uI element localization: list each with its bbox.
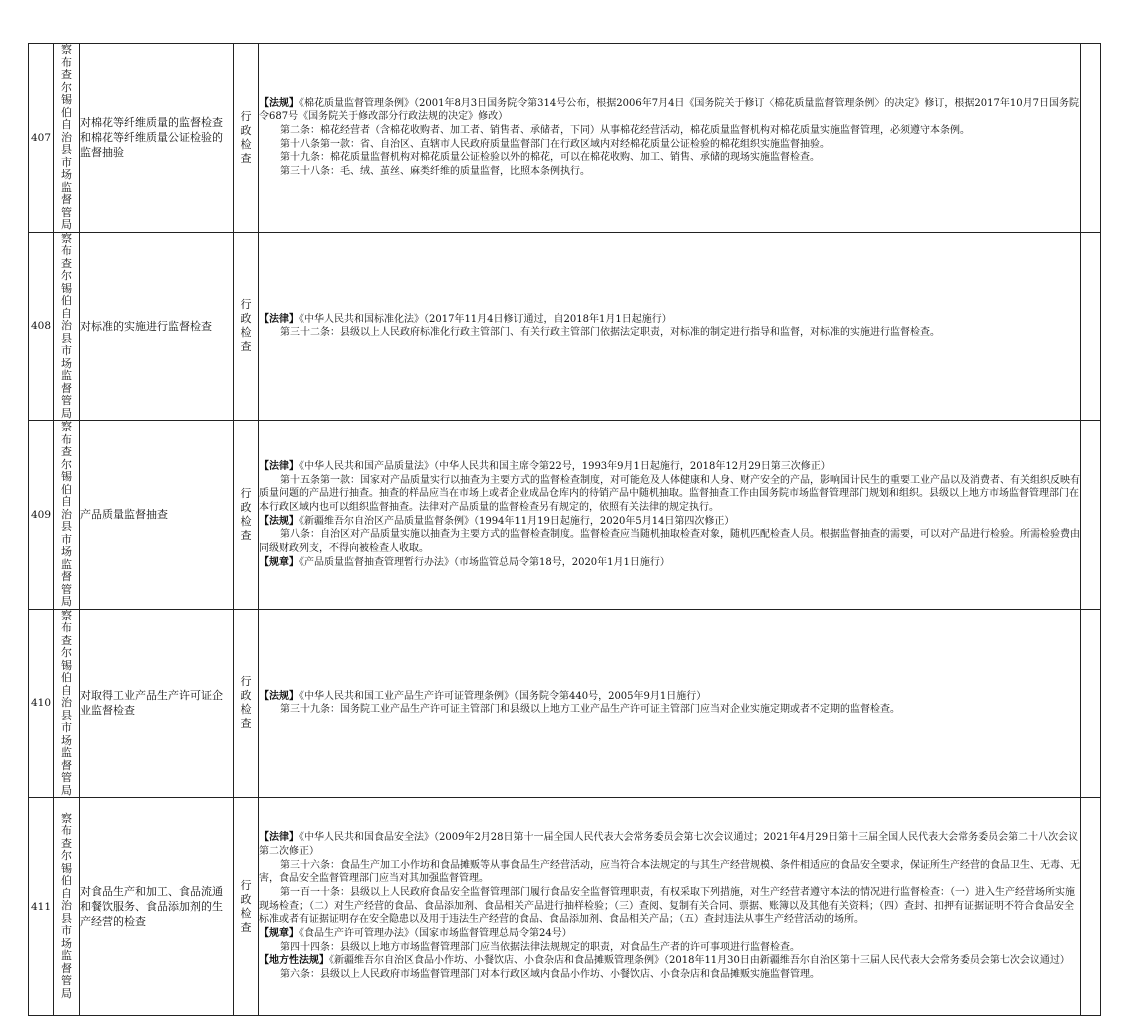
inspection-item: 对标准的实施进行监督检查 (80, 232, 234, 421)
basis-tag: 【规章】 (259, 928, 299, 940)
basis-paragraph (259, 690, 1080, 704)
type-char: 行 (240, 878, 252, 892)
authority-type (234, 232, 259, 421)
inspection-item: 产品质量监督抽查 (80, 421, 234, 610)
agency-char: 查 (61, 256, 72, 270)
agency-char: 尔 (61, 80, 72, 94)
type-char: 查 (240, 340, 252, 354)
table-row (29, 44, 1101, 233)
basis-paragraph (259, 528, 1080, 555)
basis-paragraph (259, 151, 1080, 165)
agency-char: 自 (61, 886, 72, 900)
legal-basis (259, 421, 1081, 610)
agency-char: 监 (61, 557, 72, 571)
type-char: 查 (240, 920, 252, 934)
basis-paragraph (259, 927, 1080, 941)
agency-char: 锡 (61, 281, 72, 295)
agency-char: 场 (61, 356, 72, 370)
basis-tag: 【法律】 (259, 313, 299, 325)
type-char: 行 (240, 109, 252, 123)
type-char: 行 (240, 486, 252, 500)
agency-char: 场 (61, 733, 72, 747)
authority-type (234, 609, 259, 798)
agency-char: 自 (61, 683, 72, 697)
type-char: 检 (240, 514, 252, 528)
agency-char: 县 (61, 911, 72, 925)
agency-char: 布 (61, 55, 72, 69)
authority-type (234, 44, 259, 233)
agency-char: 治 (61, 899, 72, 913)
agency-char: 管 (61, 771, 72, 784)
agency-char: 察 (61, 231, 72, 245)
agency-char: 管 (61, 582, 72, 596)
table-row (29, 232, 1101, 421)
basis-text: 《产品质量监督抽查管理暂行办法》（市场监管总局令第18号，2020年1月1日施行） (299, 556, 670, 568)
basis-paragraph (259, 165, 1080, 179)
implementing-agency (54, 232, 80, 421)
type-char: 政 (240, 123, 252, 137)
basis-paragraph (259, 97, 1080, 124)
basis-tag: 【法规】 (259, 690, 299, 702)
basis-tag: 【法律】 (259, 832, 299, 844)
agency-char: 县 (61, 331, 72, 345)
basis-text: 《新疆维吾尔自治区产品质量监督条例》（1994年11月19日起施行，2020年5月14日第四次修正） (299, 515, 735, 527)
basis-paragraph (259, 886, 1080, 927)
agency-char: 局 (61, 218, 72, 231)
agency-char: 监 (61, 180, 72, 194)
agency-char: 查 (61, 68, 72, 81)
implementing-agency (54, 421, 80, 610)
agency-char: 察 (61, 608, 72, 622)
basis-paragraph (259, 831, 1080, 858)
type-char: 政 (240, 500, 252, 514)
type-char: 查 (240, 528, 252, 542)
type-char: 检 (240, 906, 252, 920)
agency-char: 治 (61, 507, 72, 521)
basis-tag: 【法律】 (259, 460, 299, 472)
agency-char: 伯 (61, 482, 72, 496)
legal-basis (259, 609, 1081, 798)
basis-paragraph (259, 941, 1080, 955)
table-row (29, 798, 1101, 1016)
agency-char: 监 (61, 369, 72, 382)
agency-char: 尔 (61, 269, 72, 282)
agency-char: 尔 (61, 457, 72, 471)
basis-paragraph (259, 954, 1080, 968)
basis-paragraph (259, 313, 1080, 327)
agency-char: 市 (61, 155, 72, 169)
basis-text: 《中华人民共和国标准化法》（2017年11月4日修订通过，自2018年1月1日起施行） (299, 313, 672, 325)
type-char: 行 (240, 675, 252, 689)
agency-char: 管 (61, 394, 72, 407)
basis-text: 第十八条第一款：省、自治区、直辖市人民政府质量监督部门在行政区域内对经棉花质量公证检验的棉花组织实施监督抽验。 (280, 138, 830, 150)
agency-char: 监 (61, 746, 72, 759)
agency-char: 锡 (61, 470, 72, 483)
basis-text: 第一百一十条：县级以上人民政府食品安全监督管理部门履行食品安全监督管理职责，有权采取下列措施，对生产经营者遵守本法的情况进行监督检查：（一）进入生产经营场所实施现场检查；（二）对生产经营的食品、食品添加剂、食品相关产品进行抽样检验；（三）查阅、复制有关合同、票据、账簿以及其他有关资料；（四）查封、扣押有证据证明不符合食品安全标准或者有证据证明存在安全隐患以及用于违法生产经营的食品、食品添加剂、食品相关产品；（五）查封违法从事生产经营活动的场所。 (259, 886, 1075, 926)
row-number: 408 (29, 232, 54, 421)
basis-text: 第四十四条：县级以上地方市场监督管理部门应当依据法律法规规定的职责，对食品生产者的许可事项进行监督检查。 (280, 941, 800, 953)
authority-type (234, 421, 259, 610)
authority-type (234, 798, 259, 1016)
agency-char: 察 (61, 420, 72, 433)
remarks-cell (1081, 44, 1101, 233)
basis-text: 第三十二条：县级以上人民政府标准化行政主管部门、有关行政主管部门依据法定职责，对标准的制定进行指导和监督，对标准的实施进行监督检查。 (280, 327, 940, 339)
table-row (29, 421, 1101, 610)
agency-char: 场 (61, 545, 72, 558)
basis-text: 第十九条：棉花质量监督机构对棉花质量公证检验以外的棉花，可以在棉花收购、加工、销售、承储的现场实施监督检查。 (280, 152, 820, 164)
type-char: 检 (240, 326, 252, 340)
type-char: 行 (240, 298, 252, 312)
basis-text: 《新疆维吾尔自治区食品小作坊、小餐饮店、小食杂店和食品摊贩管理条例》（2018年11月30日由新疆维吾尔自治区第十三届人民代表大会常务委员会第七次会议通过） (329, 955, 1070, 967)
basis-paragraph (259, 515, 1080, 529)
agency-char: 场 (61, 936, 72, 950)
agency-char: 场 (61, 168, 72, 181)
remarks-cell (1081, 609, 1101, 798)
agency-char: 局 (61, 406, 72, 420)
inspection-item: 对取得工业产品生产许可证企业监督检查 (80, 609, 234, 798)
agency-char: 伯 (61, 874, 72, 888)
agency-char: 市 (61, 344, 72, 357)
basis-text: 《中华人民共和国食品安全法》（2009年2月28日第十一届全国人民代表大会常务委员会第七次会议通过；2021年4月29日第十三届全国人民代表大会常务委员会第二十八次会议第二次修正） (259, 832, 1079, 857)
agency-char: 布 (61, 824, 72, 838)
agency-char: 局 (61, 595, 72, 608)
agency-char: 市 (61, 924, 72, 938)
legal-basis (259, 44, 1081, 233)
basis-text: 第二条：棉花经营者（含棉花收购者、加工者、销售者、承储者，下同）从事棉花经营活动，棉花质量监督机构对棉花质量实施监督管理，必须遵守本条例。 (280, 125, 970, 137)
agency-char: 察 (61, 43, 72, 56)
row-number: 411 (29, 798, 54, 1016)
agency-char: 自 (61, 118, 72, 131)
agency-char: 市 (61, 721, 72, 734)
basis-text: 第三十六条：食品生产加工小作坊和食品摊贩等从事食品生产经营活动，应当符合本法规定的与其生产经营规模、条件相适应的食品安全要求，保证所生产经营的食品卫生、无毒、无害，食品安全监督管理部门应当对其加强监督管理。 (259, 859, 1080, 885)
remarks-cell (1081, 232, 1101, 421)
agency-char: 察 (61, 811, 72, 825)
remarks-cell (1081, 421, 1101, 610)
type-char: 查 (240, 151, 252, 165)
type-char: 查 (240, 717, 252, 731)
legal-basis (259, 232, 1081, 421)
agency-char: 自 (61, 495, 72, 508)
type-char: 政 (240, 312, 252, 326)
agency-char: 治 (61, 130, 72, 144)
inspection-item: 对食品生产和加工、食品流通和餐饮服务、食品添加剂的生产经营的检查 (80, 798, 234, 1016)
agency-char: 自 (61, 306, 72, 320)
basis-text: 第十五条第一款：国家对产品质量实行以抽查为主要方式的监督检查制度，对可能危及人体健康和人身、财产安全的产品，影响国计民生的重要工业产品以及消费者、有关组织反映有质量问题的产品进行抽查。抽查的样品应当在市场上或者企业成品仓库内的待销产品中随机抽取。监督抽查工作由国务院市场监督管理部门规划和组织。县级以上地方市场监督管理部门在本行政区域内也可以组织监督抽查。法律对产品质量的监督检查另有规定的，依照有关法律的规定执行。 (259, 474, 1080, 514)
basis-tag: 【法规】 (259, 515, 299, 527)
agency-char: 县 (61, 520, 72, 533)
remarks-cell (1081, 798, 1101, 1016)
agency-char: 查 (61, 445, 72, 458)
agency-char: 布 (61, 432, 72, 446)
agency-char: 伯 (61, 105, 72, 119)
agency-char: 督 (61, 961, 72, 975)
basis-paragraph (259, 968, 1080, 982)
agency-char: 管 (61, 974, 72, 988)
agency-char: 治 (61, 696, 72, 709)
implementing-agency (54, 609, 80, 798)
row-number: 407 (29, 44, 54, 233)
type-char: 政 (240, 892, 252, 906)
basis-paragraph (259, 859, 1080, 886)
agency-char: 市 (61, 532, 72, 546)
agency-char: 监 (61, 949, 72, 963)
agency-char: 查 (61, 633, 72, 647)
agency-char: 查 (61, 836, 72, 850)
inspection-table (28, 43, 1101, 1016)
agency-char: 伯 (61, 671, 72, 684)
basis-text: 第八条：自治区对产品质量实施以抽查为主要方式的监督检查制度。监督检查应当随机抽取检查对象，随机匹配检查人员。根据监督抽查的需要，可以对产品进行检验。所需检验费由同级财政列支，不得向被检查人收取。 (259, 529, 1080, 555)
agency-char: 治 (61, 319, 72, 332)
row-number: 409 (29, 421, 54, 610)
agency-char: 布 (61, 621, 72, 634)
basis-tag: 【法规】 (259, 97, 299, 109)
inspection-item: 对棉花等纤维质量的监督检查和棉花等纤维质量公证检验的监督抽验 (80, 44, 234, 233)
agency-char: 锡 (61, 93, 72, 106)
agency-char: 尔 (61, 849, 72, 863)
basis-text: 《食品生产许可管理办法》（国家市场监督管理总局令第24号） (299, 928, 572, 940)
agency-char: 县 (61, 708, 72, 722)
agency-char: 局 (61, 986, 72, 1000)
basis-tag: 【地方性法规】 (259, 955, 329, 967)
agency-char: 尔 (61, 646, 72, 659)
agency-char: 局 (61, 783, 72, 797)
basis-paragraph (259, 460, 1080, 474)
basis-text: 第三十九条：国务院工业产品生产许可证主管部门和县级以上地方工业产品生产许可证主管部门应当对企业实施定期或者不定期的监督检查。 (280, 704, 900, 716)
basis-paragraph (259, 556, 1080, 570)
implementing-agency (54, 44, 80, 233)
table-row (29, 609, 1101, 798)
type-char: 检 (240, 703, 252, 717)
agency-char: 督 (61, 381, 72, 395)
type-char: 政 (240, 689, 252, 703)
agency-char: 伯 (61, 294, 72, 307)
agency-char: 督 (61, 758, 72, 772)
basis-paragraph (259, 124, 1080, 138)
basis-paragraph (259, 326, 1080, 340)
basis-paragraph (259, 138, 1080, 152)
agency-char: 锡 (61, 861, 72, 875)
basis-paragraph (259, 703, 1080, 717)
row-number: 410 (29, 609, 54, 798)
basis-text: 第三十八条：毛、绒、茧丝、麻类纤维的质量监督，比照本条例执行。 (280, 166, 590, 178)
basis-text: 《棉花质量监督管理条例》（2001年8月3日国务院令第314号公布，根据2006年7月4日《国务院关于修订〈棉花质量监督管理条例〉的决定》修订，根据2017年10月7日国务院令687号《国务院关于修改部分行政法规的决定》修改） (259, 97, 1079, 123)
agency-char: 督 (61, 193, 72, 206)
basis-paragraph (259, 474, 1080, 515)
basis-text: 《中华人民共和国产品质量法》（中华人民共和国主席令第22号，1993年9月1日起施行，2018年12月29日第三次修正） (299, 460, 831, 472)
table-body (29, 44, 1101, 1016)
implementing-agency (54, 798, 80, 1016)
basis-tag: 【规章】 (259, 556, 299, 568)
agency-char: 督 (61, 570, 72, 583)
basis-text: 《中华人民共和国工业产品生产许可证管理条例》（国务院令第440号，2005年9月1日施行） (299, 690, 707, 702)
basis-text: 第六条：县级以上人民政府市场监督管理部门对本行政区域内食品小作坊、小餐饮店、小食杂店和食品摊贩实施监督管理。 (280, 969, 820, 981)
agency-char: 锡 (61, 658, 72, 672)
agency-char: 管 (61, 205, 72, 219)
agency-char: 布 (61, 244, 72, 257)
type-char: 检 (240, 137, 252, 151)
agency-char: 县 (61, 143, 72, 156)
legal-basis (259, 798, 1081, 1016)
